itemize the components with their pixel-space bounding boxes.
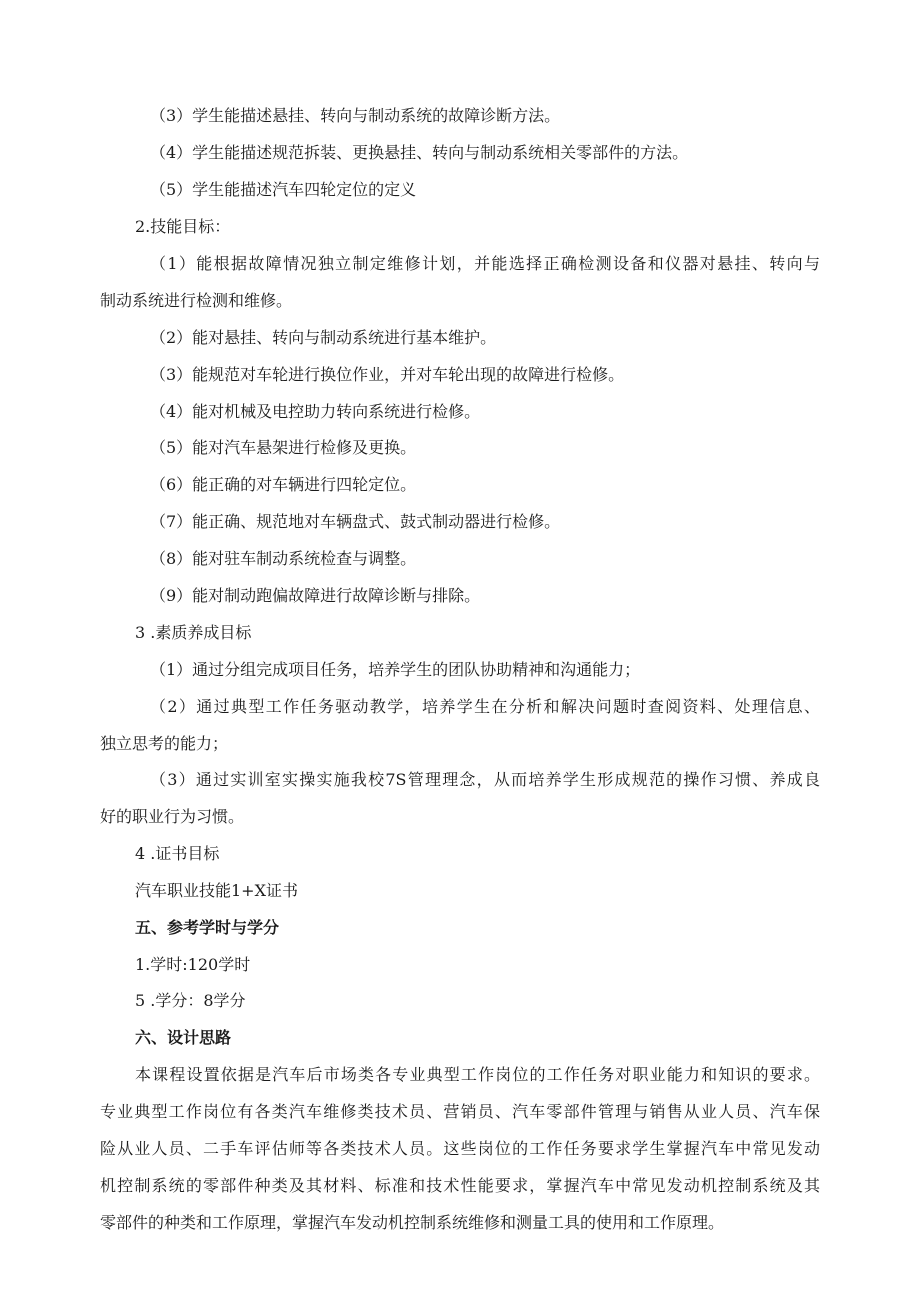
skill-goal-5: （5）能对汽车悬架进行检修及更换。 (150, 438, 417, 457)
heading-hours-credits: 五、参考学时与学分 (135, 918, 280, 937)
section-heading-certificate: 4 .证书目标 (135, 844, 220, 863)
quality-goal-1: （1）通过分组完成项目任务，培养学生的团队协助精神和沟通能力； (150, 660, 641, 679)
certificate-text: 汽车职业技能1+X证书 (135, 881, 298, 900)
credits-line: 5 .学分：8学分 (135, 991, 246, 1010)
quality-goal-3: （3）通过实训室实操实施我校7S管理理念，从而培养学生形成规范的操作习惯、养成良 (150, 770, 820, 789)
section-heading-quality-goals: 3 .素质养成目标 (135, 623, 252, 642)
hours-line: 1.学时:120学时 (135, 955, 251, 974)
skill-goal-4: （4）能对机械及电控助力转向系统进行检修。 (150, 402, 481, 421)
skill-goal-6: （6）能正确的对车辆进行四轮定位。 (150, 475, 417, 494)
heading-design-idea: 六、设计思路 (135, 1028, 232, 1047)
skill-goal-8: （8）能对驻车制动系统检查与调整。 (150, 549, 417, 568)
design-paragraph-line-3: 险从业人员、二手车评估师等各类技术人员。这些岗位的工作任务要求学生掌握汽车中常见发动 (100, 1139, 820, 1158)
knowledge-goal-4: （4）学生能描述规范拆装、更换悬挂、转向与制动系统相关零部件的方法。 (150, 143, 689, 162)
knowledge-goal-5: （5）学生能描述汽车四轮定位的定义 (150, 180, 417, 199)
knowledge-goal-3: （3）学生能描述悬挂、转向与制动系统的故障诊断方法。 (150, 106, 561, 125)
design-paragraph-line-1: 本课程设置依据是汽车后市场类各专业典型工作岗位的工作任务对职业能力和知识的要求。 (135, 1065, 820, 1084)
skill-goal-1-cont: 制动系统进行检测和维修。 (100, 291, 293, 310)
skill-goal-1: （1）能根据故障情况独立制定维修计划，并能选择正确检测设备和仪器对悬挂、转向与 (150, 254, 820, 273)
design-paragraph-line-2: 专业典型工作岗位有各类汽车维修类技术员、营销员、汽车零部件管理与销售从业人员、汽车保 (100, 1102, 820, 1121)
section-heading-skill-goals: 2.技能目标： (135, 217, 231, 236)
design-paragraph-line-4: 机控制系统的零部件种类及其材料、标准和技术性能要求，掌握汽车中常见发动机控制系统及其 (100, 1176, 820, 1195)
skill-goal-3: （3）能规范对车轮进行换位作业，并对车轮出现的故障进行检修。 (150, 365, 625, 384)
quality-goal-3-cont: 好的职业行为习惯。 (100, 807, 245, 826)
skill-goal-7: （7）能正确、规范地对车辆盘式、鼓式制动器进行检修。 (150, 512, 561, 531)
quality-goal-2-cont: 独立思考的能力； (100, 734, 229, 753)
quality-goal-2: （2）通过典型工作任务驱动教学，培养学生在分析和解决问题时查阅资料、处理信息、 (150, 697, 820, 716)
skill-goal-9: （9）能对制动跑偏故障进行故障诊断与排除。 (150, 586, 481, 605)
design-paragraph-line-5: 零部件的种类和工作原理，掌握汽车发动机控制系统维修和测量工具的使用和工作原理。 (100, 1213, 725, 1232)
skill-goal-2: （2）能对悬挂、转向与制动系统进行基本维护。 (150, 328, 497, 347)
